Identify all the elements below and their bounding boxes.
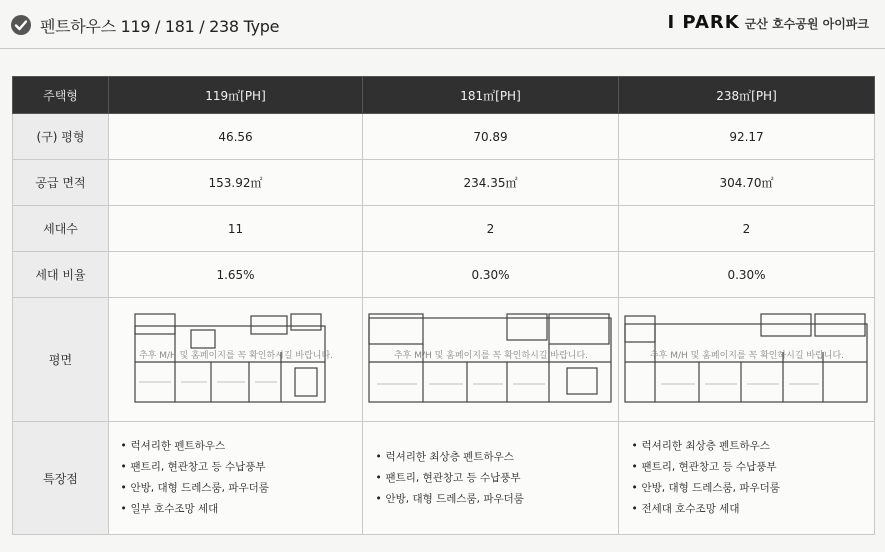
plan-caption: 추후 M/H 및 홈페이지를 꼭 확인하시길 바랍니다. — [649, 350, 844, 361]
table-header-row — [13, 77, 875, 114]
list-item: • 팬트리, 현관창고 등 수납풍부 — [632, 457, 862, 478]
list-item: • 안방, 대형 드레스룸, 파우더룸 — [376, 489, 606, 510]
table-row-pyeong — [13, 114, 875, 160]
spec-table — [12, 76, 875, 535]
header-label: 주택형 — [13, 77, 109, 114]
table-cell: 1.65% — [109, 252, 363, 298]
table-cell: 153.92㎡ — [109, 160, 363, 206]
list-item: • 안방, 대형 드레스룸, 파우더룸 — [121, 478, 351, 499]
features-cell — [619, 422, 875, 535]
table-cell: 0.30% — [619, 252, 875, 298]
features-list-181 — [376, 447, 606, 510]
table-cell: 92.17 — [619, 114, 875, 160]
table-cell: 0.30% — [363, 252, 619, 298]
row-label: 세대수 — [13, 206, 109, 252]
features-cell — [109, 422, 363, 535]
row-label: (구) 평형 — [13, 114, 109, 160]
header-divider — [0, 48, 885, 49]
row-label: 특장점 — [13, 422, 109, 535]
page-header — [0, 0, 885, 50]
floor-plan-238-image — [623, 312, 871, 408]
page-title: 펜트하우스 119 / 181 / 238 Type — [40, 17, 280, 36]
list-item: • 안방, 대형 드레스룸, 파우더룸 — [632, 478, 862, 499]
floor-plan-181-image — [367, 312, 615, 408]
list-item: • 럭셔리한 최상층 펜트하우스 — [376, 447, 606, 468]
features-cell — [363, 422, 619, 535]
row-label: 세대 비율 — [13, 252, 109, 298]
list-item: • 일부 호수조망 세대 — [121, 499, 351, 520]
column-header-119: 119㎡[PH] — [109, 77, 363, 114]
check-circle-icon — [10, 14, 32, 36]
list-item: • 팬트리, 현관창고 등 수납풍부 — [121, 457, 351, 478]
list-item: • 럭셔리한 최상층 펜트하우스 — [632, 436, 862, 457]
table-cell: 304.70㎡ — [619, 160, 875, 206]
brand-subtitle: 군산 호수공원 아이파크 — [744, 17, 869, 31]
list-item: • 팬트리, 현관창고 등 수납풍부 — [376, 468, 606, 489]
table-row-ratio — [13, 252, 875, 298]
features-list-238 — [632, 436, 862, 520]
brand — [667, 12, 869, 33]
table-row-features — [13, 422, 875, 535]
table-row-supply-area — [13, 160, 875, 206]
floor-plan-cell — [619, 298, 875, 422]
list-item: • 전세대 호수조망 세대 — [632, 499, 862, 520]
brand-logo: I PARK — [667, 12, 740, 33]
table-cell: 11 — [109, 206, 363, 252]
table-cell: 234.35㎡ — [363, 160, 619, 206]
floor-plan-cell — [363, 298, 619, 422]
row-label: 평면 — [13, 298, 109, 422]
plan-caption: 추후 M/H 및 홈페이지를 꼭 확인하시길 바랍니다. — [393, 350, 588, 361]
column-header-238: 238㎡[PH] — [619, 77, 875, 114]
row-label: 공급 면적 — [13, 160, 109, 206]
table-row-households — [13, 206, 875, 252]
features-list-119 — [121, 436, 351, 520]
table-cell: 46.56 — [109, 114, 363, 160]
plan-caption: 추후 M/H 및 홈페이지를 꼭 확인하시길 바랍니다. — [138, 350, 333, 361]
table-cell: 70.89 — [363, 114, 619, 160]
table-cell: 2 — [363, 206, 619, 252]
table-cell: 2 — [619, 206, 875, 252]
floor-plan-119-image — [131, 312, 341, 408]
list-item: • 럭셔리한 펜트하우스 — [121, 436, 351, 457]
table-row-plan — [13, 298, 875, 422]
column-header-181: 181㎡[PH] — [363, 77, 619, 114]
floor-plan-cell — [109, 298, 363, 422]
